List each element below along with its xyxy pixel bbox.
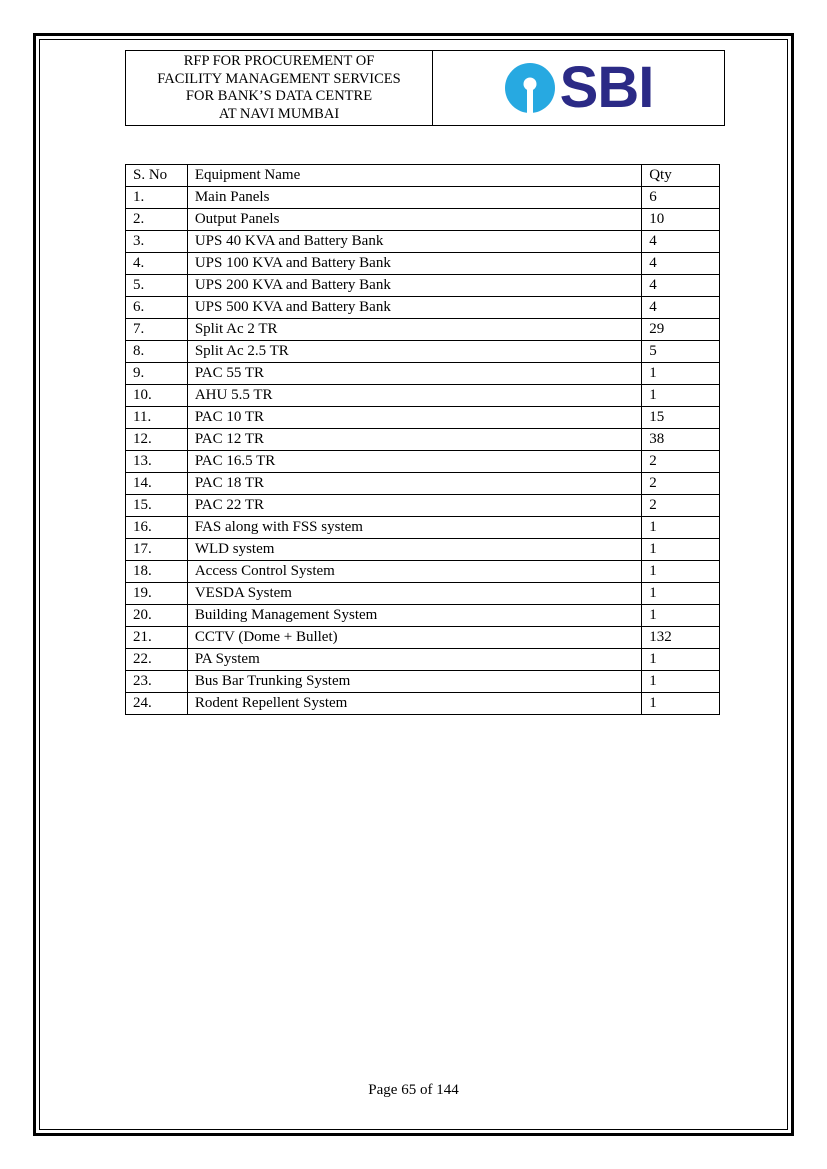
cell-sno: 11. — [126, 407, 188, 429]
table-row — [126, 341, 720, 363]
cell-equipment-name: PA System — [187, 649, 641, 671]
table-row — [126, 561, 720, 583]
cell-qty: 1 — [642, 583, 720, 605]
cell-sno: 5. — [126, 275, 188, 297]
table-row — [126, 429, 720, 451]
cell-qty: 132 — [642, 627, 720, 649]
cell-sno: 12. — [126, 429, 188, 451]
table-row — [126, 605, 720, 627]
cell-qty: 1 — [642, 385, 720, 407]
cell-qty: 1 — [642, 517, 720, 539]
table-row — [126, 539, 720, 561]
cell-equipment-name: PAC 18 TR — [187, 473, 641, 495]
column-header-qty: Qty — [642, 165, 720, 187]
table-row — [126, 693, 720, 715]
cell-qty: 6 — [642, 187, 720, 209]
cell-qty: 1 — [642, 605, 720, 627]
cell-sno: 22. — [126, 649, 188, 671]
cell-equipment-name: UPS 100 KVA and Battery Bank — [187, 253, 641, 275]
cell-equipment-name: PAC 55 TR — [187, 363, 641, 385]
column-header-sno: S. No — [126, 165, 188, 187]
header-title-line: RFP FOR PROCUREMENT OF — [183, 53, 375, 69]
cell-qty: 38 — [642, 429, 720, 451]
cell-qty: 2 — [642, 473, 720, 495]
sbi-logo-text: SBI — [559, 55, 654, 120]
table-row — [126, 495, 720, 517]
page-number: Page 65 of 144 — [368, 1082, 459, 1098]
cell-qty: 1 — [642, 649, 720, 671]
cell-qty: 4 — [642, 231, 720, 253]
header-title-line: FOR BANK’S DATA CENTRE — [185, 88, 373, 104]
cell-qty: 4 — [642, 253, 720, 275]
cell-sno: 16. — [126, 517, 188, 539]
table-row — [126, 363, 720, 385]
table-row — [126, 451, 720, 473]
cell-qty: 2 — [642, 495, 720, 517]
header-title — [126, 51, 433, 125]
cell-equipment-name: Bus Bar Trunking System — [187, 671, 641, 693]
cell-equipment-name: PAC 12 TR — [187, 429, 641, 451]
cell-sno: 2. — [126, 209, 188, 231]
cell-equipment-name: PAC 10 TR — [187, 407, 641, 429]
equipment-table — [125, 164, 720, 715]
cell-sno: 13. — [126, 451, 188, 473]
cell-qty: 2 — [642, 451, 720, 473]
table-row — [126, 583, 720, 605]
cell-equipment-name: PAC 22 TR — [187, 495, 641, 517]
cell-equipment-name: Access Control System — [187, 561, 641, 583]
cell-equipment-name: FAS along with FSS system — [187, 517, 641, 539]
table-row — [126, 473, 720, 495]
cell-equipment-name: AHU 5.5 TR — [187, 385, 641, 407]
table-header-row — [126, 165, 720, 187]
cell-equipment-name: Rodent Repellent System — [187, 693, 641, 715]
cell-sno: 9. — [126, 363, 188, 385]
cell-qty: 29 — [642, 319, 720, 341]
sbi-keyhole-icon — [504, 62, 556, 114]
sbi-logo — [433, 51, 724, 125]
cell-qty: 4 — [642, 275, 720, 297]
cell-equipment-name: VESDA System — [187, 583, 641, 605]
header-title-line: FACILITY MANAGEMENT SERVICES — [157, 70, 401, 87]
table-row — [126, 209, 720, 231]
cell-equipment-name: Split Ac 2 TR — [187, 319, 641, 341]
table-row — [126, 253, 720, 275]
table-row — [126, 385, 720, 407]
cell-sno: 4. — [126, 253, 188, 275]
cell-equipment-name: CCTV (Dome + Bullet) — [187, 627, 641, 649]
cell-qty: 15 — [642, 407, 720, 429]
cell-equipment-name: UPS 40 KVA and Battery Bank — [187, 231, 641, 253]
cell-qty: 1 — [642, 363, 720, 385]
cell-sno: 23. — [126, 671, 188, 693]
cell-equipment-name: Output Panels — [187, 209, 641, 231]
cell-sno: 24. — [126, 693, 188, 715]
cell-sno: 19. — [126, 583, 188, 605]
cell-equipment-name: UPS 500 KVA and Battery Bank — [187, 297, 641, 319]
cell-sno: 10. — [126, 385, 188, 407]
cell-qty: 4 — [642, 297, 720, 319]
cell-sno: 20. — [126, 605, 188, 627]
table-row — [126, 231, 720, 253]
cell-equipment-name: Main Panels — [187, 187, 641, 209]
table-row — [126, 275, 720, 297]
cell-qty: 10 — [642, 209, 720, 231]
table-row — [126, 517, 720, 539]
cell-qty: 1 — [642, 671, 720, 693]
table-row — [126, 649, 720, 671]
cell-sno: 14. — [126, 473, 188, 495]
cell-qty: 1 — [642, 539, 720, 561]
cell-sno: 17. — [126, 539, 188, 561]
cell-sno: 1. — [126, 187, 188, 209]
cell-equipment-name: UPS 200 KVA and Battery Bank — [187, 275, 641, 297]
cell-sno: 15. — [126, 495, 188, 517]
table-row — [126, 319, 720, 341]
document-header — [125, 50, 725, 126]
table-row — [126, 671, 720, 693]
table-row — [126, 297, 720, 319]
cell-qty: 1 — [642, 561, 720, 583]
cell-qty: 1 — [642, 693, 720, 715]
table-body — [126, 187, 720, 715]
table-row — [126, 627, 720, 649]
cell-sno: 3. — [126, 231, 188, 253]
cell-qty: 5 — [642, 341, 720, 363]
cell-sno: 6. — [126, 297, 188, 319]
header-title-line: AT NAVI MUMBAI — [218, 105, 340, 122]
cell-sno: 21. — [126, 627, 188, 649]
cell-sno: 7. — [126, 319, 188, 341]
cell-equipment-name: Split Ac 2.5 TR — [187, 341, 641, 363]
cell-equipment-name: WLD system — [187, 539, 641, 561]
cell-equipment-name: PAC 16.5 TR — [187, 451, 641, 473]
cell-sno: 18. — [126, 561, 188, 583]
table-row — [126, 187, 720, 209]
column-header-equipment-name: Equipment Name — [187, 165, 641, 187]
cell-equipment-name: Building Management System — [187, 605, 641, 627]
table-row — [126, 407, 720, 429]
cell-sno: 8. — [126, 341, 188, 363]
